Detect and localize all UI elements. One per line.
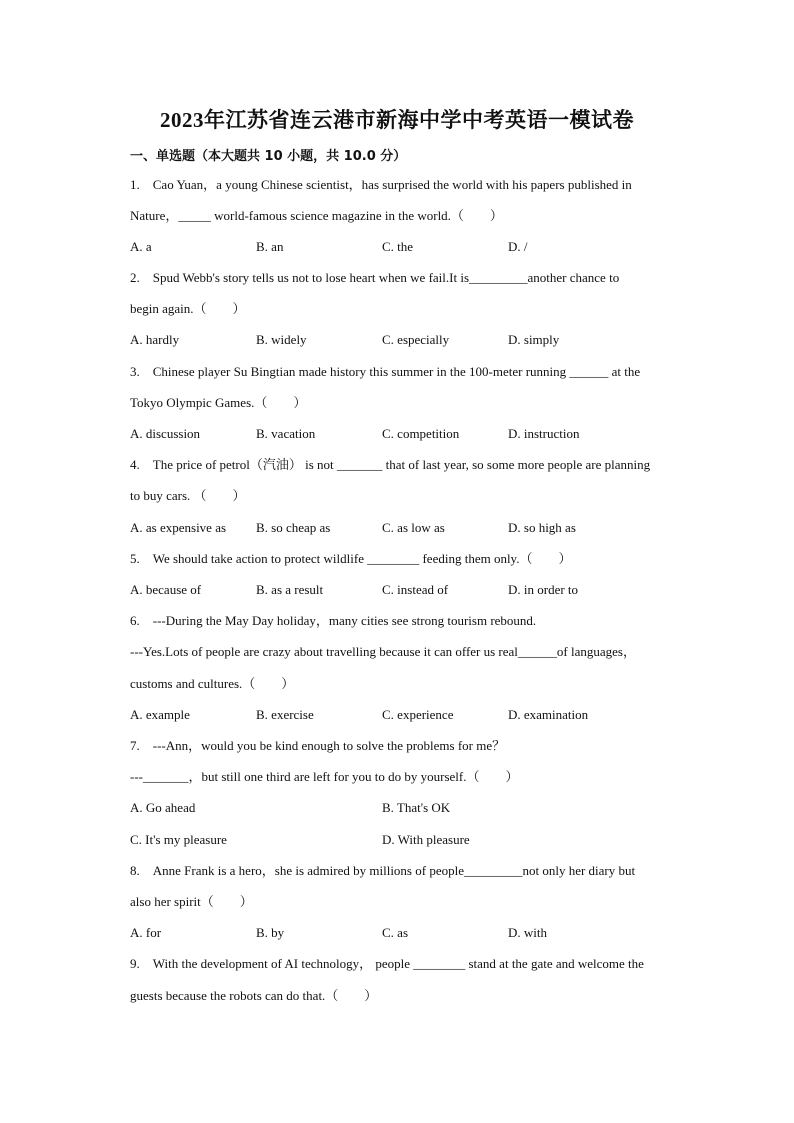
question-4-line-2: to buy cars. （ ）	[130, 488, 246, 503]
question-7-options-row-2	[130, 831, 695, 849]
question-7-line-1: 7. ---Ann，would you be kind enough to solve the problems for me？	[130, 738, 506, 753]
option-c[interactable]: C. It's my pleasure	[130, 832, 227, 847]
option-b[interactable]: B. an	[256, 239, 284, 254]
option-a[interactable]: A. discussion	[130, 426, 201, 441]
option-a[interactable]: A. hardly	[130, 332, 180, 347]
question-5-options	[130, 581, 695, 599]
question-3-options	[130, 425, 695, 443]
option-a[interactable]: A. Go ahead	[130, 800, 196, 815]
question-1-options	[130, 238, 695, 256]
option-c[interactable]: C. competition	[382, 426, 460, 441]
question-8-line-2: also her spirit（ ）	[130, 894, 253, 909]
option-b[interactable]: B. That's OK	[382, 800, 451, 815]
option-b[interactable]: B. widely	[256, 332, 307, 347]
option-b[interactable]: B. so cheap as	[256, 520, 331, 535]
option-d[interactable]: D. /	[508, 239, 528, 254]
option-c[interactable]: C. as	[382, 925, 408, 940]
option-d[interactable]: D. examination	[508, 707, 589, 722]
option-c[interactable]: C. the	[382, 239, 414, 254]
option-d[interactable]: D. in order to	[508, 582, 579, 597]
question-2-line-2: begin again.（ ）	[130, 301, 246, 316]
option-b[interactable]: B. vacation	[256, 426, 316, 441]
option-b[interactable]: B. by	[256, 925, 285, 940]
question-6-line-3: customs and cultures.（ ）	[130, 676, 295, 691]
option-c[interactable]: C. as low as	[382, 520, 445, 535]
option-d[interactable]: D. with	[508, 925, 547, 940]
question-3-line-2: Tokyo Olympic Games.（ ）	[130, 395, 307, 410]
question-5-line-1: 5. We should take action to protect wildlife ________ feeding them only.（ ）	[130, 551, 572, 566]
option-d[interactable]: D. simply	[508, 332, 560, 347]
option-d[interactable]: D. With pleasure	[382, 832, 470, 847]
question-9-line-1: 9. With the development of AI technology， people ________ stand at the gate and welcome the	[130, 956, 644, 971]
option-b[interactable]: B. as a result	[256, 582, 324, 597]
option-d[interactable]: D. instruction	[508, 426, 580, 441]
question-8-line-1: 8. Anne Frank is a hero，she is admired by millions of people_________not only her diary but	[130, 863, 636, 878]
option-b[interactable]: B. exercise	[256, 707, 314, 722]
option-c[interactable]: C. especially	[382, 332, 450, 347]
question-6-options	[130, 706, 695, 724]
question-1-line-2: Nature，_____ world-famous science magazine in the world.（ ）	[130, 208, 503, 223]
option-a[interactable]: A. as expensive as	[130, 520, 227, 535]
option-a[interactable]: A. example	[130, 707, 190, 722]
option-c[interactable]: C. instead of	[382, 582, 449, 597]
question-9-line-2: guests because the robots can do that.（ ）	[130, 988, 378, 1003]
question-1-line-1: 1. Cao Yuan，a young Chinese scientist，has surprised the world with his papers published in	[130, 177, 632, 192]
question-3-line-1: 3. Chinese player Su Bingtian made history this summer in the 100-meter running ______ at the	[130, 364, 641, 379]
option-c[interactable]: C. experience	[382, 707, 454, 722]
option-a[interactable]: A. for	[130, 925, 162, 940]
question-6-line-1: 6. ---During the May Day holiday，many cities see strong tourism rebound.	[130, 613, 537, 628]
section-heading: 一、单选题（本大题共 10 小题，共 10.0 分）	[130, 149, 407, 164]
question-4-options	[130, 519, 695, 537]
question-6-line-2: ---Yes.Lots of people are crazy about travelling because it can offer us real______of languages，	[130, 644, 636, 659]
question-2-line-1: 2. Spud Webb's story tells us not to lose heart when we fail.It is_________another chance to	[130, 270, 620, 285]
option-a[interactable]: A. a	[130, 239, 152, 254]
question-7-options-row-1	[130, 799, 695, 817]
option-d[interactable]: D. so high as	[508, 520, 576, 535]
question-2-options	[130, 331, 695, 349]
page-title: 2023年江苏省连云港市新海中学中考英语一模试卷	[160, 108, 634, 132]
question-8-options	[130, 924, 695, 942]
option-a[interactable]: A. because of	[130, 582, 202, 597]
question-4-line-1: 4. The price of petrol（汽油） is not _______ that of last year, so some more people are planning	[130, 457, 651, 472]
question-7-line-2: ---_______，but still one third are left for you to do by yourself.（ ）	[130, 769, 519, 784]
